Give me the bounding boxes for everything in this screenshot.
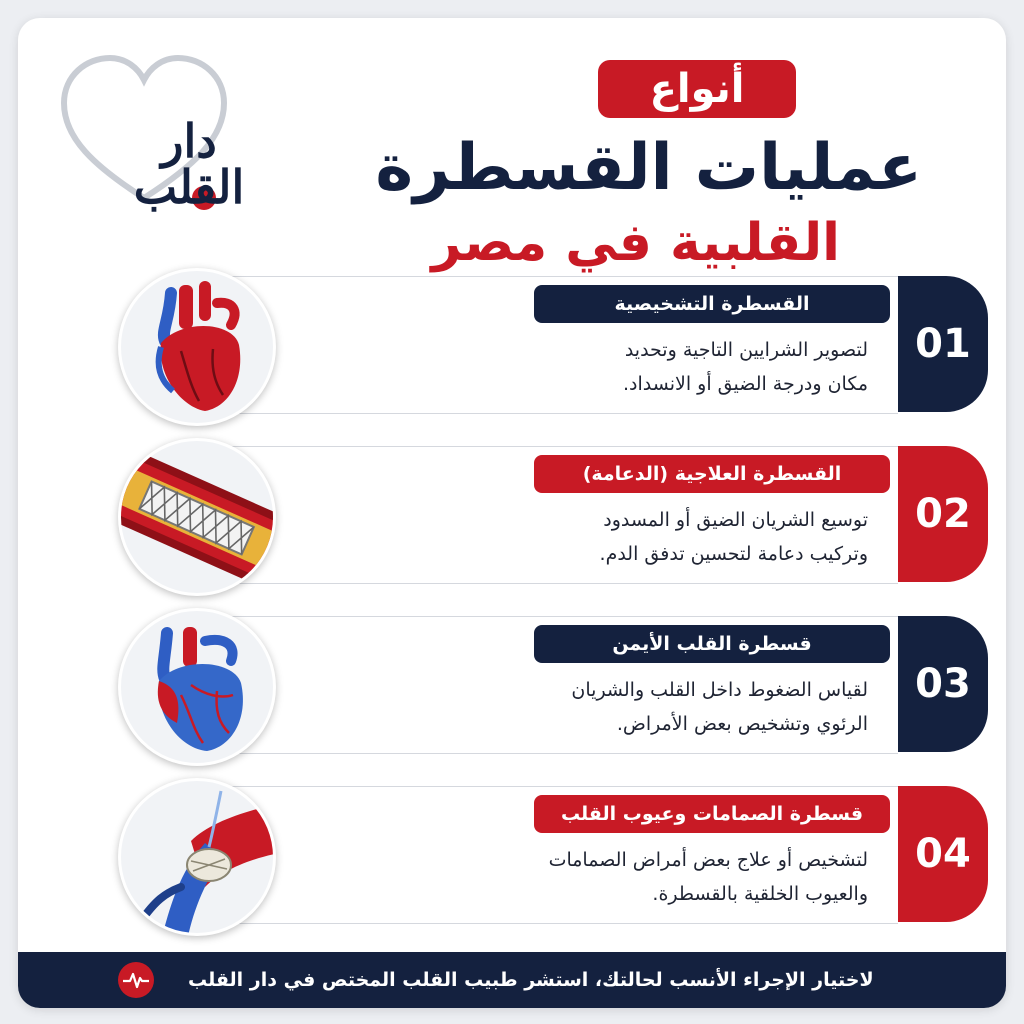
item-number: 03 [898, 616, 988, 752]
item-number: 02 [898, 446, 988, 582]
item-desc-line: وتركيب دعامة لتحسين تدفق الدم. [599, 543, 868, 565]
item-desc-line: لقياس الضغوط داخل القلب والشريان [571, 679, 868, 701]
infographic-card [18, 18, 1006, 1008]
item-panel [218, 616, 898, 754]
list-item [118, 786, 988, 926]
right-heart-icon [118, 608, 276, 766]
page-subtitle: القلبية في مصر [431, 213, 840, 273]
item-desc-line: توسيع الشريان الضيق أو المسدود [603, 509, 868, 531]
item-title: القسطرة العلاجية (الدعامة) [534, 455, 890, 493]
item-desc-line: لتصوير الشرايين التاجية وتحديد [624, 339, 868, 361]
stent-icon [118, 438, 276, 596]
item-title: قسطرة الصمامات وعيوب القلب [534, 795, 890, 833]
item-desc-line: الرئوي وتشخيص بعض الأمراض. [616, 713, 868, 735]
title-badge: أنواع [598, 60, 796, 118]
item-panel [218, 786, 898, 924]
logo-text: دار القلب [133, 114, 245, 214]
heart-icon [118, 268, 276, 426]
list-item [118, 446, 988, 586]
item-title: القسطرة التشخيصية [534, 285, 890, 323]
item-description [468, 673, 868, 741]
item-title: قسطرة القلب الأيمن [534, 625, 890, 663]
item-number: 01 [898, 276, 988, 412]
list-item [118, 616, 988, 756]
valve-catheter-icon [118, 778, 276, 936]
item-desc-line: لتشخيص أو علاج بعض أمراض الصمامات [548, 849, 868, 871]
item-panel [218, 446, 898, 584]
brand-logo [54, 48, 245, 218]
item-desc-line: مكان ودرجة الضيق أو الانسداد. [623, 373, 868, 395]
list-item [118, 276, 988, 416]
item-description [468, 503, 868, 571]
footer-text: لاختيار الإجراء الأنسب لحالتك، استشر طبيب القلب المختص في دار القلب [188, 969, 874, 991]
heartbeat-icon [118, 962, 154, 998]
item-desc-line: والعيوب الخلقية بالقسطرة. [652, 883, 868, 905]
item-number: 04 [898, 786, 988, 922]
item-description [468, 333, 868, 401]
item-panel [218, 276, 898, 414]
item-description [468, 843, 868, 911]
footer-bar [18, 952, 1006, 1008]
page-title: عمليات القسطرة [375, 131, 922, 205]
